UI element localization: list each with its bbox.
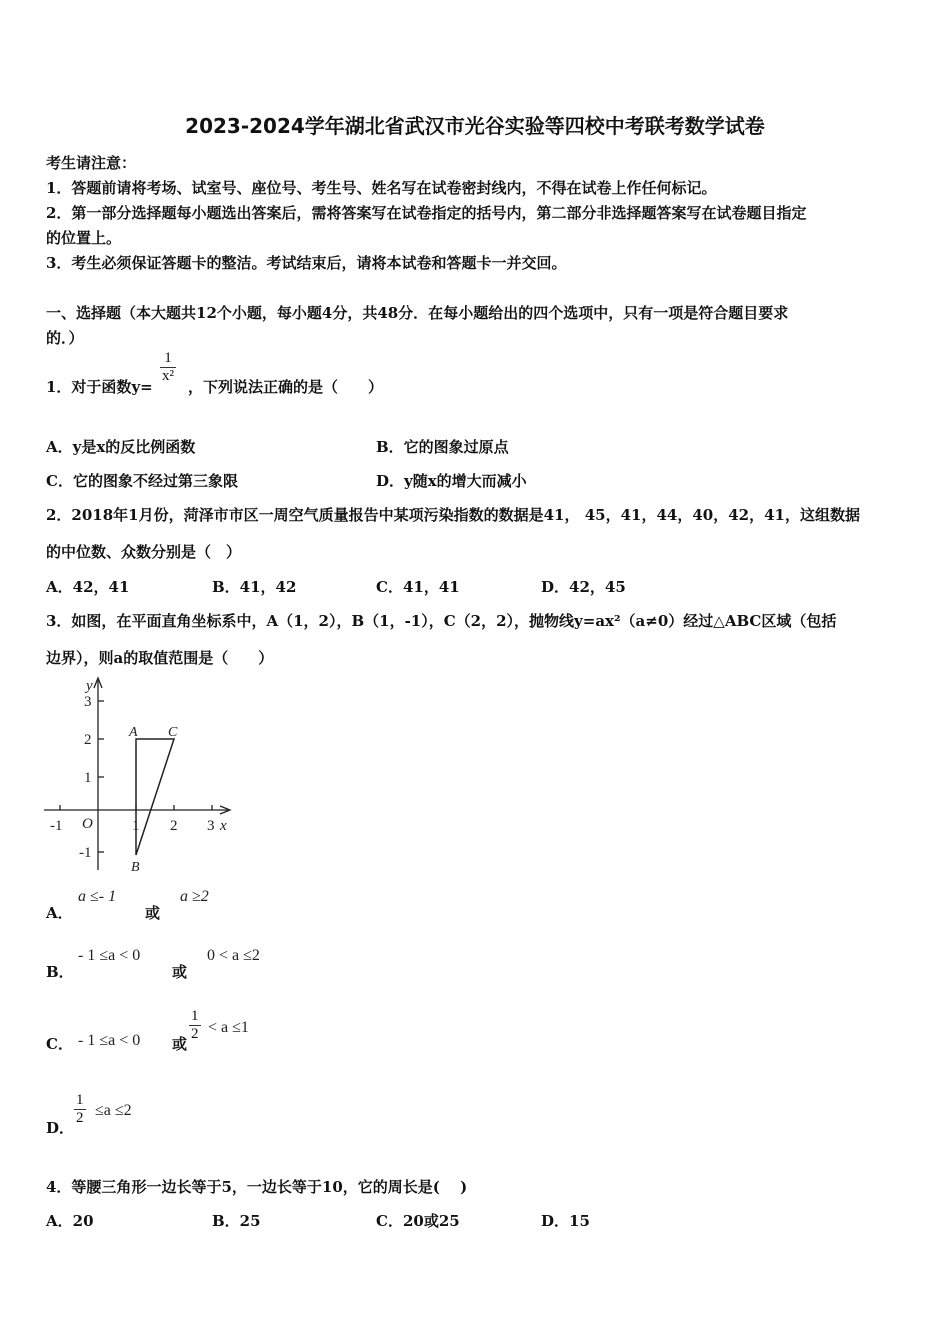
question-4-option-c: C．20或25	[376, 1212, 460, 1230]
notice-item-1: 1．答题前请将考场、试室号、座位号、考生号、姓名写在试卷密封线内，不得在试卷上作任何标记。	[46, 179, 717, 197]
question-1-suffix: ，下列说法正确的是（ ）	[188, 378, 384, 396]
question-3-option-b-or: 或	[172, 963, 188, 981]
question-3-option-a-left: a ≤- 1	[78, 888, 117, 905]
question-3-option-d-right: ≤a ≤2	[95, 1102, 132, 1119]
question-3-option-a-right: a ≥2	[180, 888, 209, 905]
fraction-denominator: 2	[76, 1110, 84, 1126]
y-tick-neg1: -1	[79, 845, 92, 861]
fraction-numerator: 1	[76, 1092, 84, 1108]
question-3-stem-cont: 边界），则a的取值范围是（ ）	[46, 649, 274, 667]
question-3-option-a-label: A．	[46, 904, 73, 922]
question-3-option-b-left: - 1 ≤a < 0	[78, 947, 141, 964]
y-axis-label: y	[86, 678, 93, 694]
question-3-option-d-fraction	[74, 1092, 86, 1127]
fraction-numerator: 1	[191, 1008, 199, 1024]
question-2-stem: 2．2018年1月份，菏泽市市区一周空气质量报告中某项污染指数的数据是41， 45，41，44，40，42，41，这组数据	[46, 506, 860, 524]
notice-heading: 考生请注意：	[46, 154, 137, 172]
question-1-prefix: 1．对于函数y=	[46, 378, 153, 396]
question-3-option-b-right: 0 < a ≤2	[207, 947, 260, 964]
question-2-option-d: D．42，45	[541, 578, 626, 596]
fraction-numerator: 1	[160, 350, 176, 368]
question-2-stem-cont: 的中位数、众数分别是（ ）	[46, 543, 242, 561]
question-3-option-c-label: C．	[46, 1035, 73, 1053]
question-1-fraction	[160, 350, 176, 385]
question-1-option-a: A．y是x的反比例函数	[46, 438, 196, 456]
question-3-option-c-right: < a ≤1	[208, 1019, 249, 1036]
notice-item-2-cont: 的位置上。	[46, 229, 122, 247]
question-4-stem: 4．等腰三角形一边长等于5，一边长等于10，它的周长是( )	[46, 1178, 468, 1196]
point-a-label: A	[129, 725, 138, 740]
y-tick-3: 3	[84, 694, 92, 710]
question-3-option-d-label: D．	[46, 1119, 75, 1137]
question-2-option-b: B．41，42	[212, 578, 297, 596]
notice-item-2: 2．第一部分选择题每小题选出答案后，需将答案写在试卷指定的括号内，第二部分非选择题答案写在试卷题目指定	[46, 204, 807, 222]
page-title: 2023-2024学年湖北省武汉市光谷实验等四校中考联考数学试卷	[185, 114, 765, 138]
origin-label: O	[82, 816, 93, 832]
question-4-option-d: D．15	[541, 1212, 590, 1230]
question-4-option-b: B．25	[212, 1212, 261, 1230]
notice-item-3: 3．考生必须保证答题卡的整洁。考试结束后，请将本试卷和答题卡一并交回。	[46, 254, 567, 272]
fraction-denominator: x²	[162, 368, 174, 384]
section-heading-cont: 的．）	[46, 329, 84, 347]
point-c-label: C	[168, 725, 178, 740]
x-axis-label: x	[220, 818, 227, 834]
question-1-option-b: B．它的图象过原点	[376, 438, 509, 456]
question-3-option-c-fraction	[189, 1008, 201, 1043]
x-tick-neg1: -1	[50, 818, 63, 834]
question-2-option-a: A．42，41	[46, 578, 130, 596]
point-b-label: B	[131, 860, 140, 875]
question-3-stem: 3．如图，在平面直角坐标系中，A（1，2），B（1，-1），C（2，2），抛物线y=ax²（a≠0）经过△ABC区域（包括	[46, 612, 837, 630]
question-4-option-a: A．20	[46, 1212, 94, 1230]
y-tick-2: 2	[84, 732, 92, 748]
coordinate-graph	[40, 674, 240, 879]
question-3-option-a-or: 或	[145, 904, 161, 922]
triangle-abc	[136, 739, 174, 855]
question-3-option-b-label: B．	[46, 963, 74, 981]
x-tick-2: 2	[170, 818, 178, 834]
question-3-option-c-or: 或	[172, 1035, 188, 1053]
x-tick-1: 1	[132, 818, 140, 834]
question-2-option-c: C．41，41	[376, 578, 460, 596]
fraction-denominator: 2	[191, 1026, 199, 1042]
question-1-option-d: D．y随x的增大而减小	[376, 472, 527, 490]
x-tick-3: 3	[207, 818, 215, 834]
y-tick-1: 1	[84, 770, 92, 786]
question-3-option-c-left: - 1 ≤a < 0	[78, 1032, 141, 1049]
section-heading: 一、选择题（本大题共12个小题，每小题4分，共48分．在每小题给出的四个选项中，只有一项是符合题目要求	[46, 304, 789, 322]
question-1-option-c: C．它的图象不经过第三象限	[46, 472, 238, 490]
